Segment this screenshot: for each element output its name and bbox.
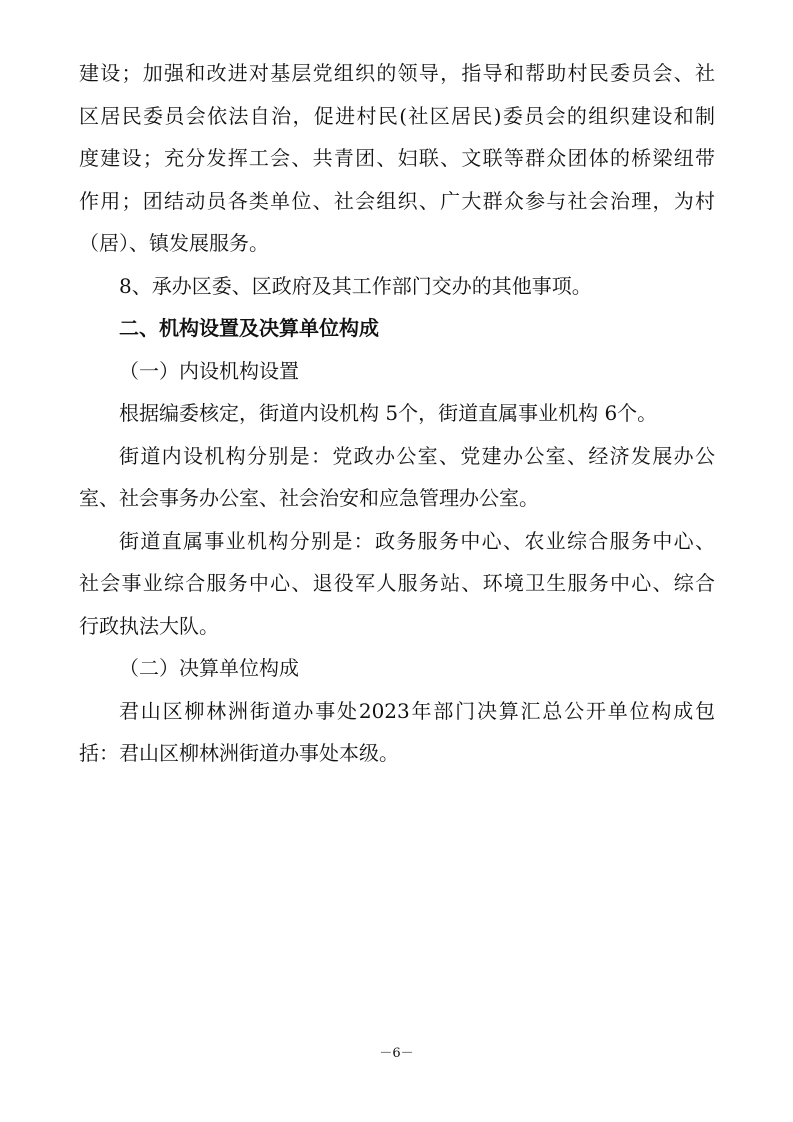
subsection-heading: （二）决算单位构成 bbox=[119, 656, 299, 680]
paragraph-line: 括：君山区柳林洲街道办事处本级。 bbox=[79, 741, 399, 765]
paragraph-line: 度建设；充分发挥工会、共青团、妇联、文联等群众团体的桥梁纽带 bbox=[79, 146, 715, 170]
paragraph-line: 君山区柳林洲街道办事处2023年部门决算汇总公开单位构成包 bbox=[119, 699, 715, 723]
paragraph-line: 街道内设机构分别是：党政办公室、党建办公室、经济发展办公 bbox=[119, 444, 715, 468]
paragraph-line: 室、社会事务办公室、社会治安和应急管理办公室。 bbox=[79, 486, 539, 510]
paragraph-line: 区居民委员会依法自治，促进村民(社区居民)委员会的组织建设和制 bbox=[79, 104, 715, 128]
paragraph-line: （居）、镇发展服务。 bbox=[79, 231, 269, 255]
subsection-heading: （一）内设机构设置 bbox=[119, 359, 299, 383]
paragraph-line: 建设；加强和改进对基层党组织的领导，指导和帮助村民委员会、社 bbox=[79, 61, 715, 85]
paragraph-line: 社会事业综合服务中心、退役军人服务站、环境卫生服务中心、综合 bbox=[79, 571, 715, 595]
paragraph-line: 行政执法大队。 bbox=[79, 614, 219, 638]
section-heading: 二、机构设置及决算单位构成 bbox=[119, 316, 379, 340]
page-number: －6－ bbox=[379, 1046, 414, 1061]
paragraph-line: 根据编委核定，街道内设机构 5个，街道直属事业机构 6个。 bbox=[119, 401, 658, 425]
list-item-8: 8、承办区委、区政府及其工作部门交办的其他事项。 bbox=[119, 274, 592, 298]
paragraph-line: 街道直属事业机构分别是：政务服务中心、农业综合服务中心、 bbox=[119, 529, 715, 553]
paragraph-line: 作用；团结动员各类单位、社会组织、广大群众参与社会治理，为村 bbox=[79, 189, 715, 213]
